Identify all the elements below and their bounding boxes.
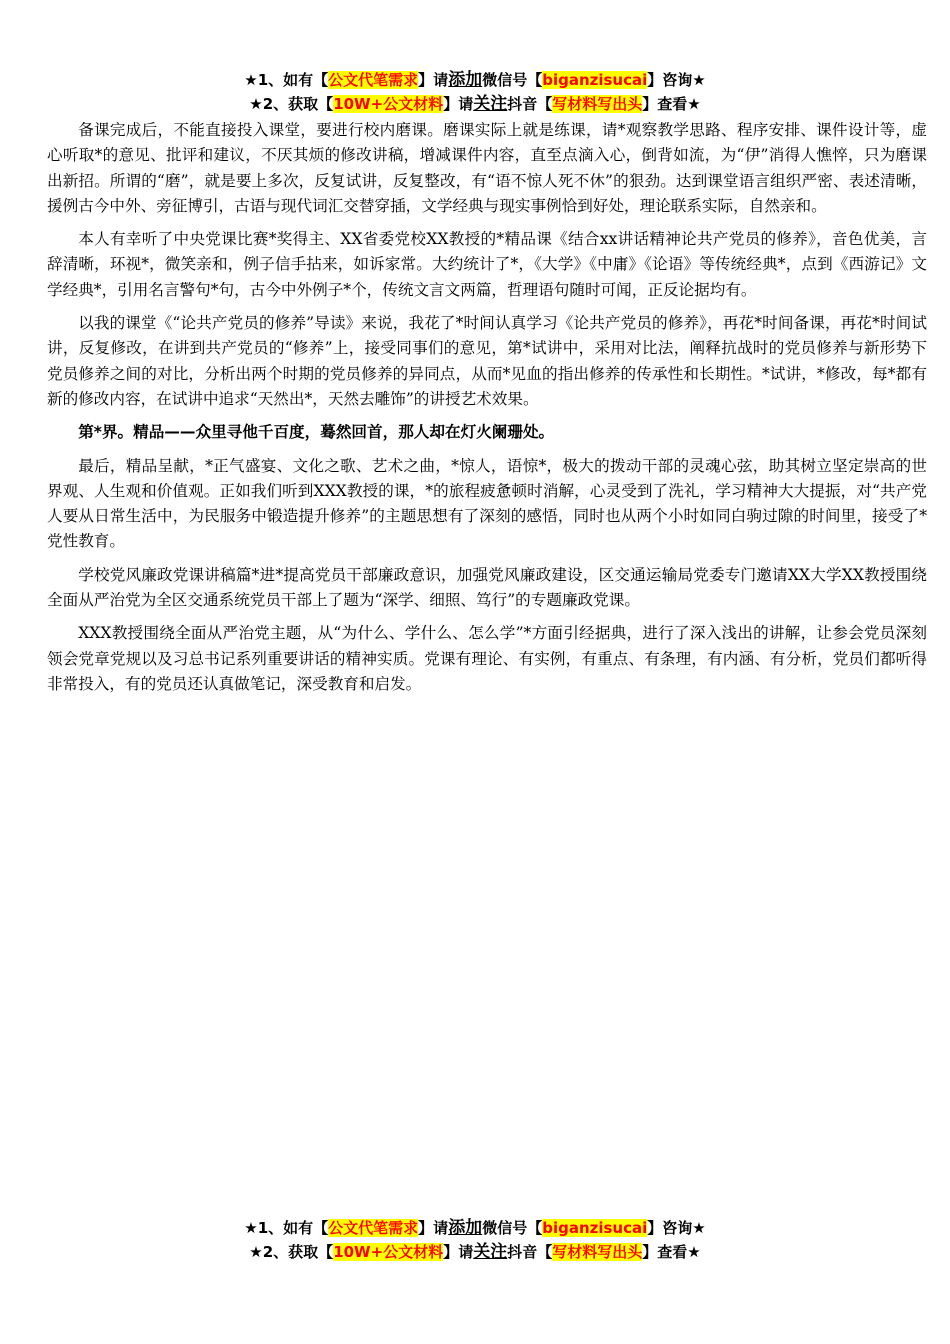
banner-text: ★1、如有【 xyxy=(244,1219,329,1237)
highlight-tag: 10W+公文材料 xyxy=(333,1243,444,1261)
highlight-tag: 10W+公文材料 xyxy=(333,95,444,113)
paragraph: 备课完成后，不能直接投入课堂，要进行校内磨课。磨课实际上就是练课，请*观察教学思路、程序安排、课件设计等，虚心听取*的意见、批评和建议，不厌其烦的修改讲稿，增减课件内容，直至点滴入心，倒背如流，为“伊”消得人憔悴，只为磨课出新招。所谓的“磨”，就是要上多次，反复试讲，反复整改，有“语不惊人死不休”的狠劲。达到课堂语言组织严密、表述清晰，援例古今中外、旁征博引，古语与现代词汇交替穿插，文学经典与现实事例恰到好处，理论联系实际，自然亲和。 xyxy=(47,121,927,215)
banner-text: 抖音【 xyxy=(507,95,553,113)
wechat-id: biganzisucai xyxy=(542,1219,648,1237)
banner-text: ★2、获取【 xyxy=(249,1243,334,1261)
banner-text: ★2、获取【 xyxy=(249,95,334,113)
paragraph: 学校党风廉政党课讲稿篇*进*提高党员干部廉政意识，加强党风廉政建设，区交通运输局党委专门邀请XX大学XX教授围绕全面从严治党为全区交通系统党员干部上了题为“深学、细照、笃行”的专题廉政党课。 xyxy=(47,565,927,610)
banner-text: 】请 xyxy=(443,1243,474,1261)
banner-text: 微信号【 xyxy=(482,71,543,89)
banner-line-1 xyxy=(0,68,950,92)
banner-text: 】请 xyxy=(443,95,474,113)
banner-line-2 xyxy=(0,92,950,116)
paragraph: XXX教授围绕全面从严治党主题，从“为什么、学什么、怎么学”*方面引经据典，进行了深入浅出的讲解，让参会党员深刻领会党章党规以及习总书记系列重要讲话的精神实质。党课有理论、有实例，有重点、有条理，有内涵、有分析，党员们都听得非常投入，有的党员还认真做笔记，深受教育和启发。 xyxy=(47,624,927,693)
banner-line-2 xyxy=(0,1240,950,1264)
wechat-id: biganzisucai xyxy=(542,71,648,89)
emphasis-text: 关注 xyxy=(473,94,508,114)
document-body xyxy=(47,118,927,705)
paragraph: 最后，精品呈献，*正气盛宴、文化之歌、艺术之曲，*惊人，语惊*，极大的拨动干部的灵魂心弦，助其树立坚定崇高的世界观、人生观和价值观。正如我们听到XXX教授的课，*的旅程疲惫顿时消解，心灵受到了洗礼，学习精神大大提振，对“共产党人要从日常生活中，为民服务中锻造提升修养”的主题思想有了深刻的感悟，同时也从两个小时如同白驹过隙的时间里，接受了*党性教育。 xyxy=(47,456,927,551)
banner-text: 】查看★ xyxy=(642,1243,701,1261)
paragraph: 本人有幸听了中央党课比赛*奖得主、XX省委党校XX教授的*精品课《结合xx讲话精神论共产党员的修养》，音色优美，言辞清晰，环视*，微笑亲和，例子信手拈来，如诉家常。大约统计了*，《大学》《中庸》《论语》等传统经典*，点到《西游记》文学经典*，引用名言警句*句，古今中外例子*个，传统文言文两篇，哲理语句随时可闻，正反论据均有。 xyxy=(47,230,927,299)
douyin-account: 写材料写出头 xyxy=(552,1243,643,1261)
banner-text: 】咨询★ xyxy=(647,71,706,89)
emphasis-text: 添加 xyxy=(448,70,483,90)
highlight-tag: 公文代笔需求 xyxy=(328,1219,419,1237)
banner-text: 】查看★ xyxy=(642,95,701,113)
header-banner xyxy=(0,68,950,116)
banner-text: 微信号【 xyxy=(482,1219,543,1237)
banner-text: 】请 xyxy=(418,71,449,89)
banner-text: 】请 xyxy=(418,1219,449,1237)
section-heading: 第*界。精品——众里寻他千百度，蓦然回首，那人却在灯火阑珊处。 xyxy=(78,423,555,442)
highlight-tag: 公文代笔需求 xyxy=(328,71,419,89)
banner-text: ★1、如有【 xyxy=(244,71,329,89)
emphasis-text: 关注 xyxy=(473,1242,508,1262)
paragraph: 以我的课堂《“论共产党员的修养”导读》来说，我花了*时间认真学习《论共产党员的修养》，再花*时间备课，再花*时间试讲，反复修改，在讲到共产党员的“修养”上，接受同事们的意见，第*试讲中，采用对比法，阐释抗战时的党员修养与新形势下党员修养之间的对比，分析出两个时期的党员修养的异同点，从而*见血的指出修养的传承性和长期性。*试讲，*修改，每*都有新的修改内容，在试讲中追求“天然出*，天然去雕饰”的讲授艺术效果。 xyxy=(47,314,927,408)
banner-text: 】咨询★ xyxy=(647,1219,706,1237)
banner-line-1 xyxy=(0,1216,950,1240)
emphasis-text: 添加 xyxy=(448,1218,483,1238)
banner-text: 抖音【 xyxy=(507,1243,553,1261)
douyin-account: 写材料写出头 xyxy=(552,95,643,113)
footer-banner xyxy=(0,1216,950,1264)
